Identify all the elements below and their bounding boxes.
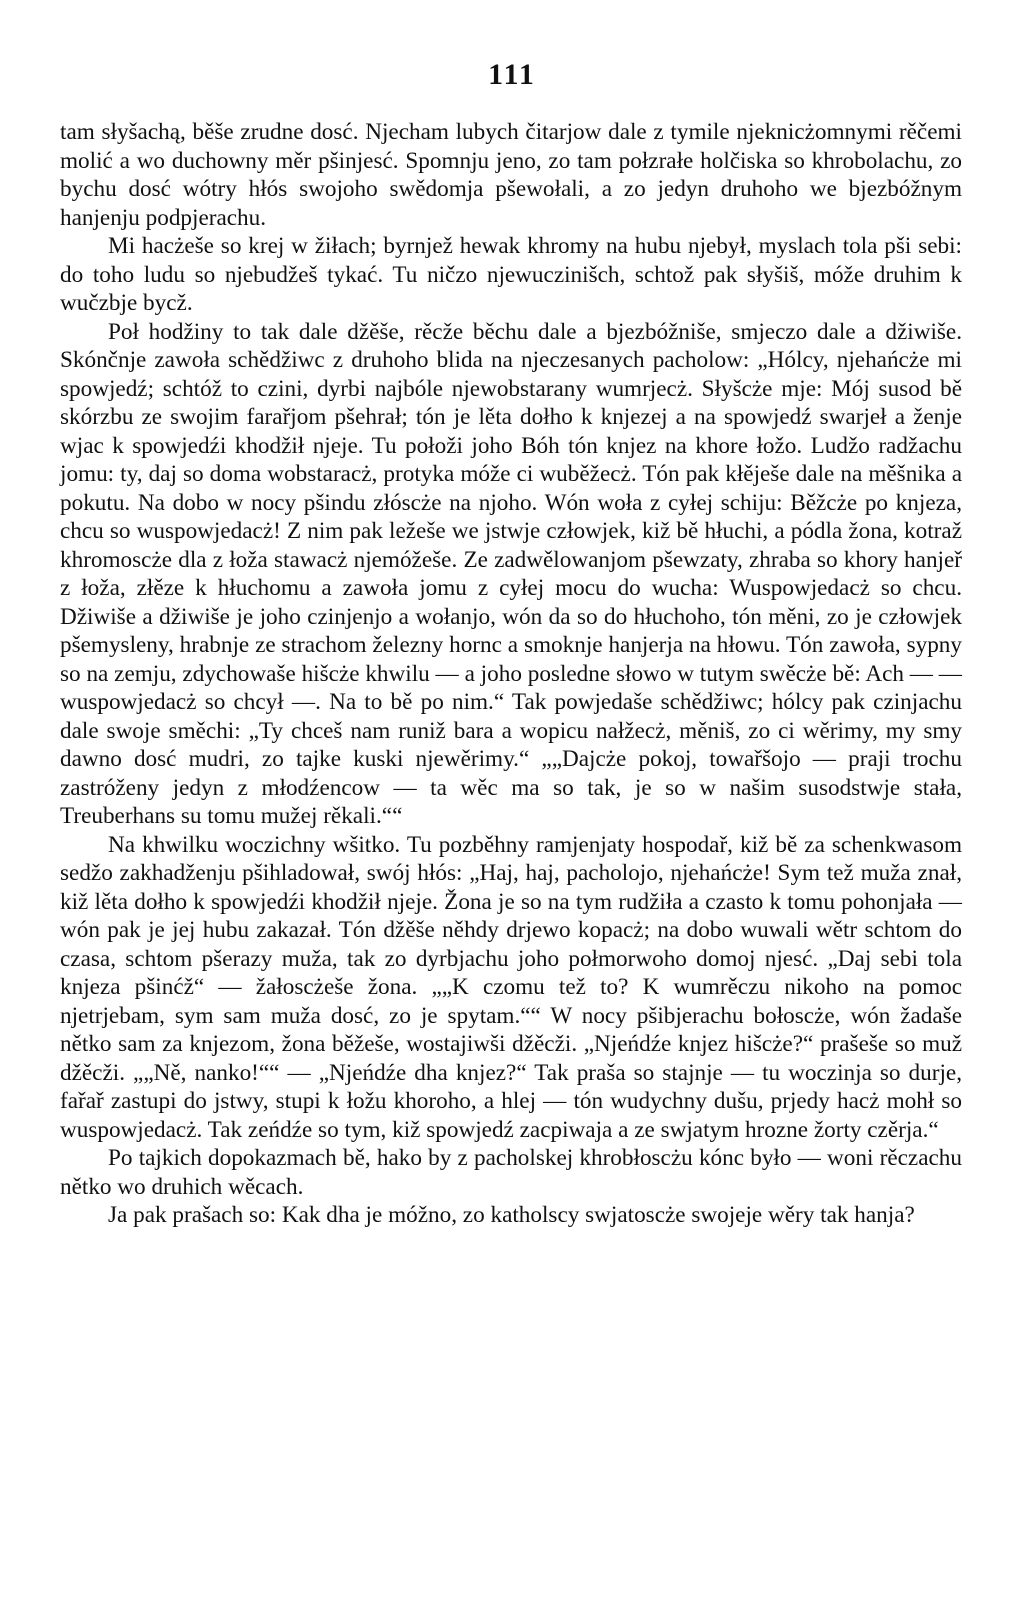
page-number: 111 [488,58,536,91]
paragraph: Mi hacżeše so krej w žiłach; byrnjež hewak khromy na hubu njebył, myslach tola pši sebi: do toho ludu so njebudžeš tykać. Tu ničzo njewuczinišch, schtož pak słyšiš, móže druhim k wučzbje bycž. [60,233,962,316]
paragraph: Ja pak prašach so: Kak dha je móžno, zo katholscy swjatoscże swojeje wěry tak hanja? [108,1202,915,1228]
paragraph: Poł hodžiny to tak dale džěše, rěcže běchu dale a bjezbóžniše, smjeczo dale a džiwiše. Skónčnje zawoła schědžiwc z druhoho blida na njeczesanych pacholow: „Hólcy, njehańcże mi spowjedź; schtóž to czini, dyrbi najbóle njewobstarany wumrjecż. Słyšcże mje: Mój susod bě skórzbu ze swojim farařjom pšehrał; tón je lěta dołho k knjezej a na spowjedź swarjeł a ženje wjac k spowjedźi khodžił njeje. Tu połoži joho Bóh tón knjez na khore łožo. Ludžo radžachu jomu: ty, daj so doma wobstaracż, protyka móže ci wuběžecż. Tón pak kłěješe dale na měšnika a pokutu. Na dobo w nocy pšindu złóscże na njoho. Wón woła z cyłej schiju: Běžcże po knjeza, chcu so wuspowjedacż! Z nim pak ležeše we jstwje człowjek, kiž bě hłuchi, a pódla žona, kotraž khromoscże dla z łoža stawacż njemóžeše. Ze zadwělowanjom pšewzaty, zhraba so khory hanjeř z łoža, złěze k hłuchomu a zawoła jomu z cyłej mocu do wucha: Wuspowjedacż so chcu. Džiwiše a džiwiše je joho czinjenjo a wołanjo, wón da so do hłuchoho, tón měni, zo je człowjek pšemysleny, hrabnje ze strachom železny hornc a smoknje hanjerja na hłowu. Tón zawoła, sypny so na zemju, zdychowaše hišcże khwilu — a joho posledne słowo w tutym swěcże bě: Ach — — wuspowjedacż so chcył —. Na to bě po nim.“ Tak powjedaše schědžiwc; hólcy pak czinjachu dale swoje směchi: „Ty chceš nam runiž bara a wopicu nałžecż, měniš, zo ci wěrimy, my smy dawno dosć mudri, zo tajke kuski njewěrimy.“ „„Dajcże pokoj, towařšojo — praji trochu zastróženy jedyn z młodźencow — ta wěc ma so tak, je so w našim susodstwje stała, Treuberhans su tomu mužej rěkali.““ [60,318,962,829]
body-text [60,118,962,1230]
paragraph: Po tajkich dopokazmach bě, hako by z pacholskej khrobłoscżu kónc było — woni rěczachu nětko wo druhich wěcach. [60,1145,962,1200]
paragraph: Na khwilku woczichny wšitko. Tu pozběhny ramjenjaty hospodař, kiž bě za schenkwasom sedžo zakhadženju pšihladował, swój hłós: „Haj, haj, pacholojo, njehańcże! Sym tež muža znał, kiž lěta dołho k spowjedźi khodžił njeje. Žona je so na tym rudžiła a czasto k tomu pohonjała — wón pak je jej hubu zakazał. Tón džěše něhdy drjewo kopacż; na dobo wuwali wětr schtom do czasa, schtom pšerazy muža, tak zo dyrbjachu joho połmorwoho domoj njesć. „Daj sebi tola knjeza pšinćž“ — žałoscżeše žona. „„K czomu tež to? K wumrěczu nikoho na pomoc njetrjebam, sym sam muža dosć, zo je spytam.““ W nocy pšibjerachu bołoscże, wón žadaše nětko sam za knjezom, žona běžeše, wostajiwši džěcži. „Njeńdźe knjez hišcże?“ prašeše so muž džěcži. „„Ně, nanko!““ — „Njeńdźe dha knjez?“ Tak praša so stajnje — tu woczinja so durje, fařař zastupi do jstwy, stupi k łožu khoroho, a hlej — tón wudychny dušu, prjedy hacż mohł so wuspowjedacż. Tak zeńdźe so tym, kiž spowjedź zacpiwaja a ze swjatym hrozne žorty czěrja.“ [60,831,962,1143]
paragraph: tam słyšachą, běše zrudne dosć. Njecham lubych čitarjow dale z tymile njeknicżomnymi rěčemi molić a wo duchowny měr pšinjesć. Spomnju jeno, zo tam połzrałe holčiska so khrobolachu, zo bychu dosć wótry hłós swojoho swědomja pšewołali, a zo jedyn druhoho we bjezbóžnym hanjenju podpjerachu. [60,119,962,231]
